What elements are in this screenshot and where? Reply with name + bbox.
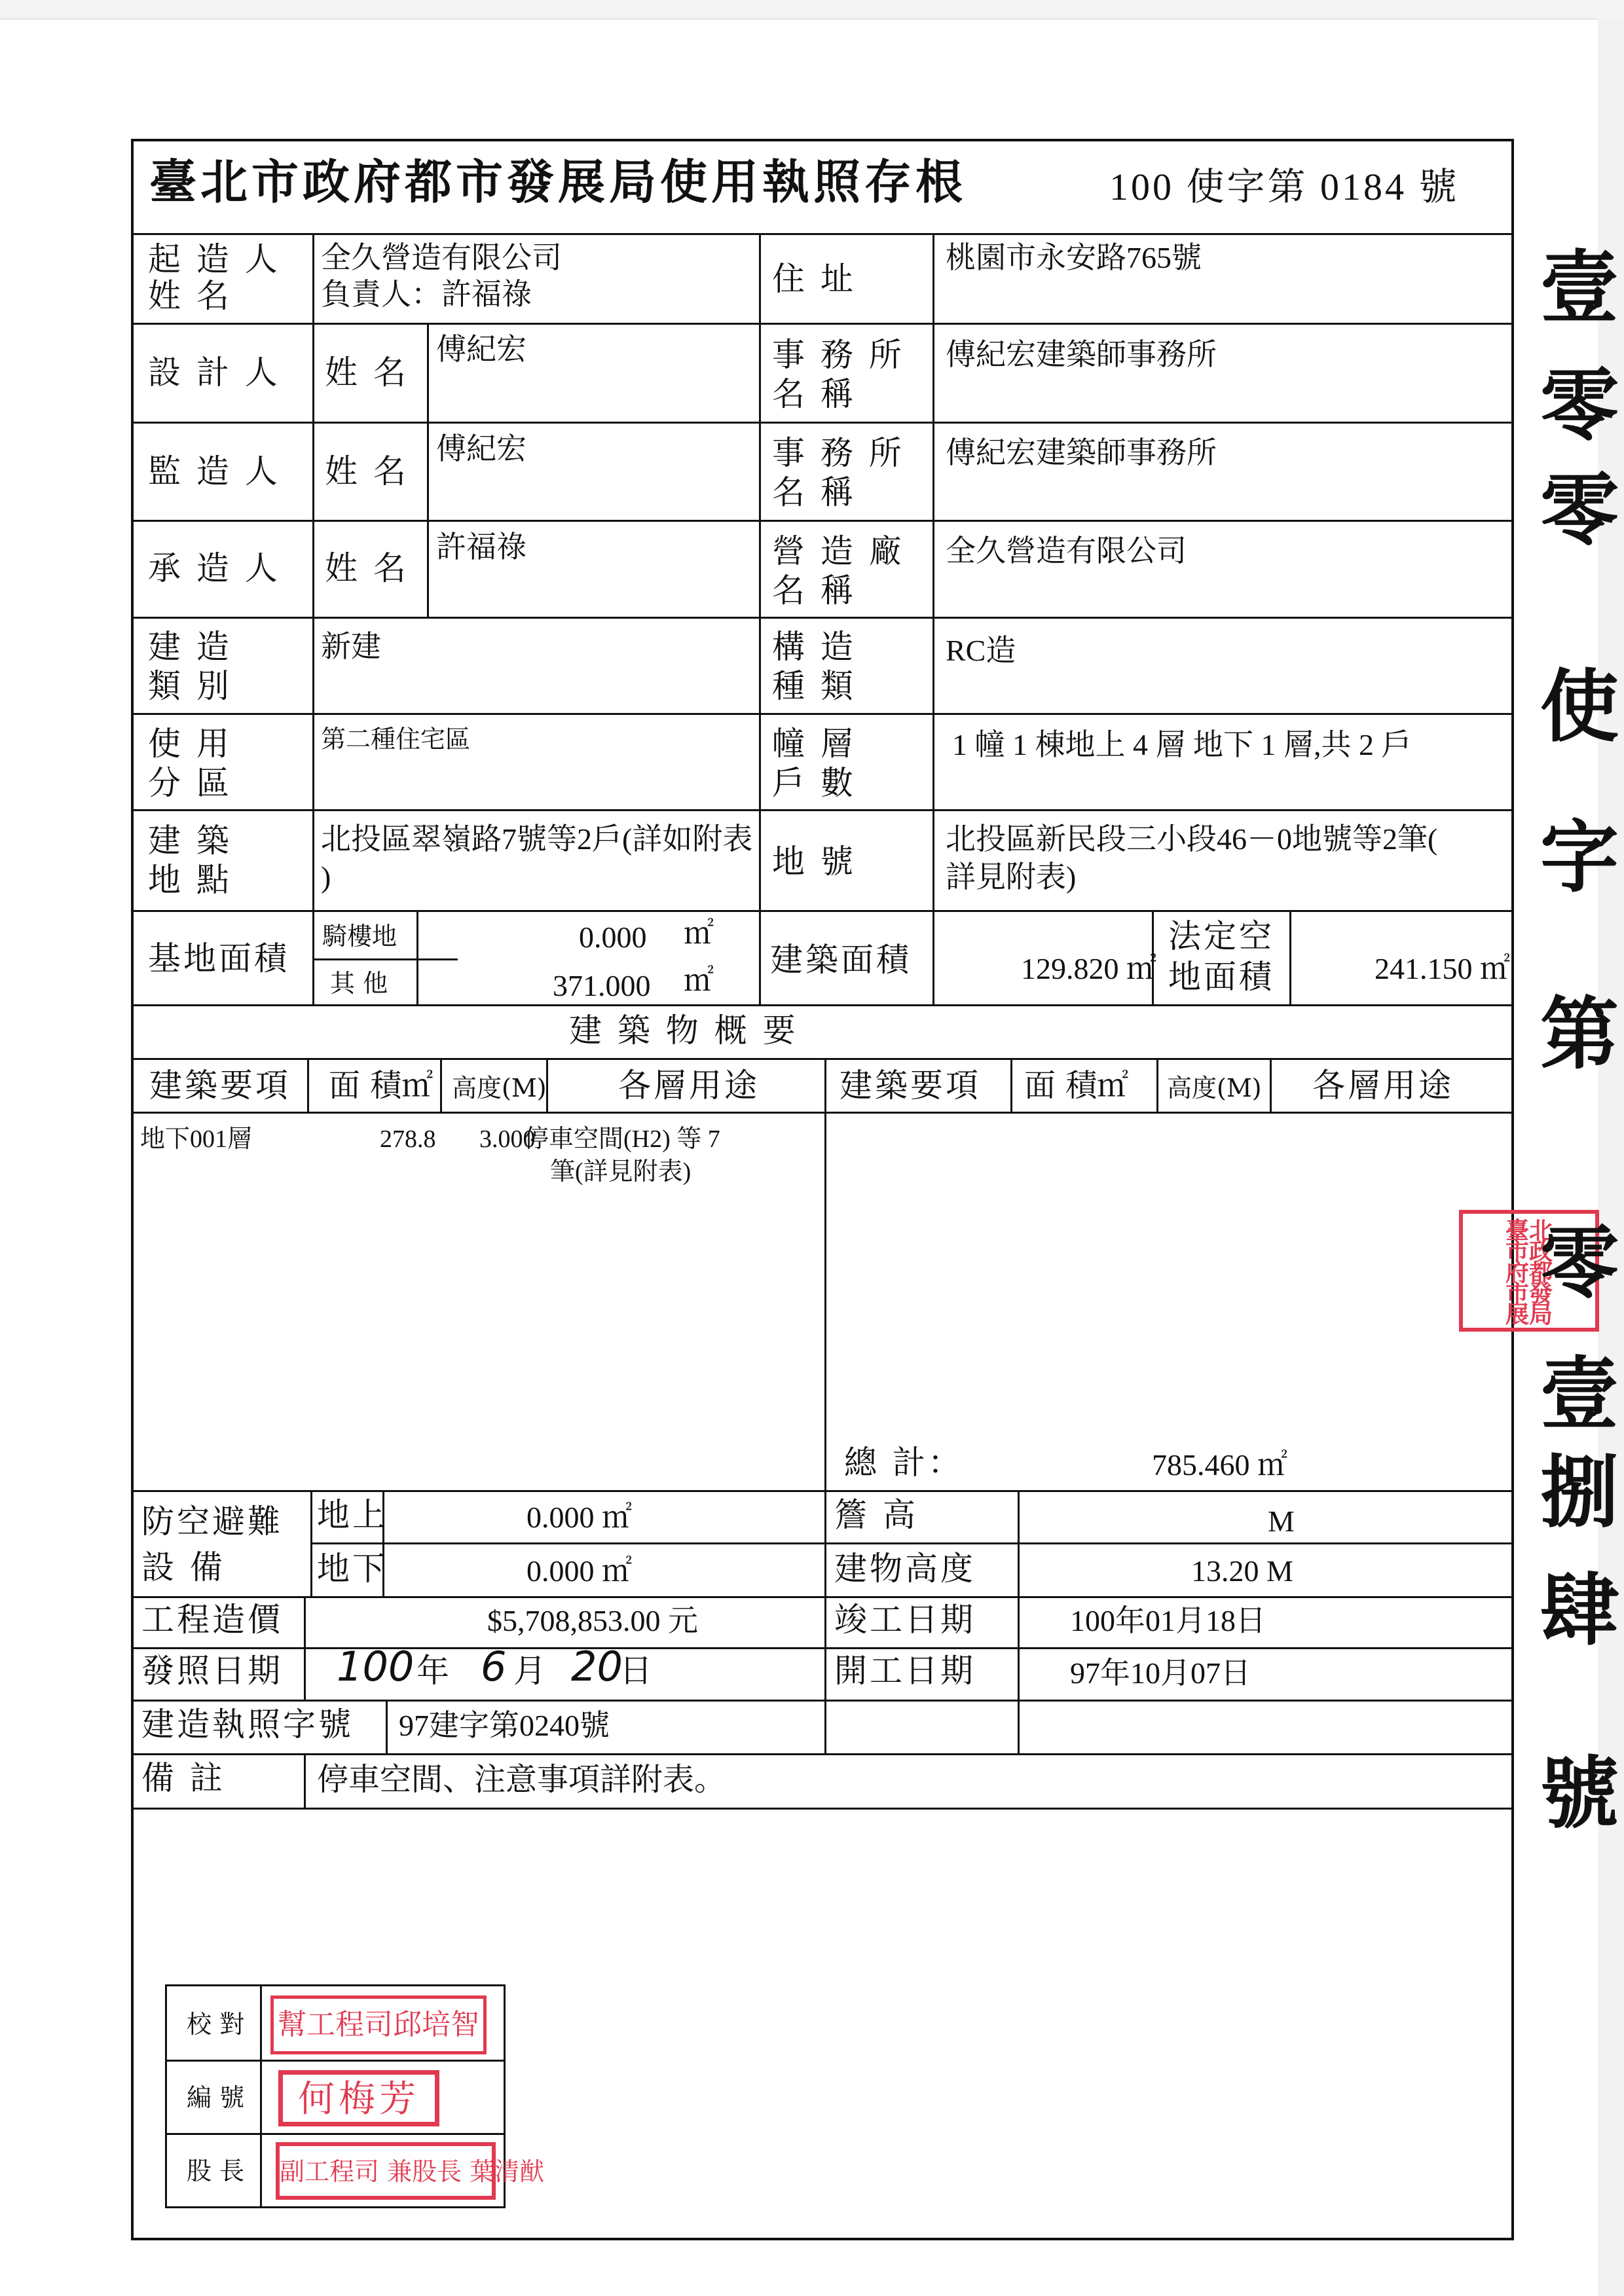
number-stamp: 何梅芳	[278, 2070, 439, 2126]
site-area-label: 基地面積	[148, 939, 289, 977]
builder-name-label: 姓 名	[148, 277, 232, 315]
col-use-2: 各層用途	[1312, 1066, 1454, 1104]
floor-use: 停車空間(H2) 等 7	[524, 1125, 720, 1153]
supervisor-office-label-2: 名 稱	[772, 473, 856, 511]
legal-open-area: 241.150 ㎡	[1375, 952, 1510, 985]
supervisor-name: 傅紀宏	[436, 432, 526, 465]
build-type: 新建	[321, 630, 381, 663]
cost-value: $5,708,853.00 元	[487, 1604, 698, 1637]
contractor-name: 許福祿	[436, 530, 526, 564]
designer-name-label: 姓 名	[325, 354, 409, 392]
zone-value: 第二種住宅區	[321, 726, 471, 754]
building-height-label: 建物高度	[834, 1550, 976, 1588]
build-type-label: 建 造	[148, 628, 232, 666]
shelter-above: 0.000 ㎡	[526, 1501, 632, 1534]
builder-person: 負責人：許福祿	[321, 278, 532, 311]
legal-open-area-label: 法定空	[1168, 917, 1274, 955]
issue-day-unit: 日	[619, 1652, 655, 1690]
designer-office-label-2: 名 稱	[772, 375, 856, 413]
col-area: 面 積㎡	[329, 1067, 434, 1104]
shelter-label-2: 設 備	[141, 1548, 225, 1586]
zone-label-2: 分 區	[148, 764, 232, 802]
floor-name: 地下001層	[140, 1125, 253, 1153]
col-height: 高度(M)	[452, 1074, 547, 1102]
designer-label: 設 計 人	[148, 354, 280, 392]
designer-name: 傅紀宏	[436, 333, 526, 366]
unit-count-label-2: 戶 數	[772, 764, 856, 802]
structure-type: RC造	[946, 634, 1016, 667]
issue-date-label: 發照日期	[141, 1652, 283, 1690]
signoff-box	[165, 1984, 545, 2208]
col-use: 各層用途	[618, 1066, 760, 1104]
completion-date: 100年01月18日	[1070, 1604, 1266, 1637]
issue-year: 100	[337, 1643, 415, 1690]
designer-office: 傅紀宏建築師事務所	[946, 338, 1217, 371]
completion-label: 竣工日期	[834, 1601, 976, 1639]
remark-value: 停車空間、注意事項詳附表。	[317, 1761, 726, 1798]
start-date: 97年10月07日	[1070, 1656, 1251, 1690]
other-area: 371.000	[553, 969, 651, 1002]
contractor-office-label: 營 造 廠	[772, 532, 904, 570]
contractor-office: 全久營造有限公司	[946, 534, 1187, 568]
structure-label-2: 種 類	[772, 667, 856, 705]
zone-label: 使 用	[148, 725, 232, 763]
signoff-label-number: 編 號	[187, 2083, 245, 2112]
building-height: 13.20 M	[1191, 1554, 1293, 1588]
chief-stamp: 副工程司 兼股長 葉清猷	[276, 2142, 496, 2200]
col-area-2: 面 積㎡	[1024, 1067, 1129, 1104]
location-value: 北投區翠嶺路7號等2戶(詳如附表	[321, 822, 753, 856]
contractor-name-label: 姓 名	[325, 549, 409, 587]
signoff-label-check: 校 對	[187, 2010, 245, 2039]
unit-count-label: 幢 層	[772, 725, 856, 763]
col-item-2: 建築要項	[840, 1066, 981, 1104]
supervisor-office: 傅紀宏建築師事務所	[946, 436, 1217, 469]
address-label: 住 址	[772, 260, 856, 298]
unit-count: 1 幢 1 棟地上 4 層 地下 1 層,共 2 戶	[952, 728, 1412, 761]
contractor-office-label-2: 名 稱	[772, 572, 856, 610]
total-label: 總 計：	[844, 1444, 963, 1482]
shelter-label: 防空避難	[141, 1503, 283, 1540]
issue-year-unit: 年	[416, 1652, 452, 1690]
builder-name: 全久營造有限公司	[321, 241, 562, 274]
shelter-above-label: 地上	[317, 1496, 388, 1534]
building-area-label: 建築面積	[770, 941, 912, 979]
issue-day: 20	[571, 1643, 623, 1690]
form-title: 臺北市政府都市發展局使用執照存根	[149, 154, 967, 210]
permit-page: 臺北市政府都市發展局使用執照存根 100 使字第 0184 號 起 造 人 姓 名 全久營造有限公司 負責人：許福祿 住 址 桃園市永安路765號 設 計 人 姓 名 傅紀宏 事 務 所 名 稱 傅紀宏建築師事務所 監 造 人 姓 名 傅紀宏 事 務 所 名 稱 傅紀宏建築師事務所 承 造 人 姓 名 許福祿 營 造 廠 名 稱 全久營造有限公司 建 造 類 別 新建 構 造 種 類 RC造 使 用 分 區 第二種住宅區 幢 層 戶 數 1 幢 1 棟地上 4 層 地下 1 層,共 2 戶 建 築 地 點 北投區翠嶺路7號等2戶(詳如附表 ) 地 號 北投區新民段三小段46－0地號等2筆( 詳見附表) 基地面積 騎樓地 0.000 ㎡ 其 他 371.000 ㎡ 建築面積 129.820 ㎡ 法定空 地面積 241.150 ㎡ 建 築 物 概 要 建築要項 面 積㎡ 高度(M) 各層用途 建築要項 面 積㎡ 高度(M) 各層用途 地下001層 278.8 3.000 停車空間(H2) 等 7 筆(詳見附表) 總 計： 785.460 ㎡ 防空避難 設 備 地上 0.000 ㎡ 地下 0.000 ㎡ 簷 高 M 建物高度 13.20 M 工程造價 $5,708,853.00 元 竣工日期 100年01月18日 發照日期 100 年 6 月 20 日 開工日期 97年10月07日 建造執照字號 97建字第0240號 備 註 停車空間、注意事項詳附表。 校 對 編 號 股 長 幫工程司邱培智 何梅芳 副工程司 兼股長 葉清猷 臺北 市政 府都 市發 展局 壹 零 零 使 字 第 零 壹 捌 肆 號	[0, 0, 1624, 2296]
other-area-unit: ㎡	[684, 964, 714, 997]
building-area: 129.820 ㎡	[1021, 952, 1156, 985]
supervisor-label: 監 造 人	[148, 452, 280, 490]
col-item: 建築要項	[149, 1066, 291, 1104]
structure-label: 構 造	[772, 628, 856, 666]
supervisor-office-label: 事 務 所	[772, 434, 904, 472]
cost-label: 工程造價	[141, 1601, 283, 1639]
checker-stamp: 幫工程司邱培智	[270, 1995, 487, 2054]
builder-label: 起 造 人	[148, 240, 280, 278]
signoff-label-chief: 股 長	[187, 2157, 245, 2185]
location-label-2: 地 點	[148, 861, 232, 899]
arcade-label: 騎樓地	[322, 922, 397, 951]
start-date-label: 開工日期	[834, 1652, 976, 1690]
license-label: 建造執照字號	[141, 1705, 354, 1743]
contractor-label: 承 造 人	[148, 549, 280, 587]
arcade-unit: ㎡	[684, 917, 714, 950]
shelter-below: 0.000 ㎡	[526, 1554, 632, 1588]
permit-form	[131, 139, 1514, 2240]
floor-height: 3.000	[479, 1125, 536, 1153]
col-height-2: 高度(M)	[1167, 1074, 1262, 1102]
location-value-2: )	[321, 860, 331, 894]
arcade-area: 0.000	[579, 920, 647, 954]
builder-address: 桃園市永安路765號	[946, 241, 1202, 274]
build-type-label-2: 類 別	[148, 667, 232, 705]
lot-number: 北投區新民段三小段46－0地號等2筆(	[946, 822, 1438, 856]
lot-number-2: 詳見附表)	[946, 860, 1077, 894]
floor-use-2: 筆(詳見附表)	[550, 1158, 692, 1186]
legal-open-area-label-2: 地面積	[1168, 958, 1274, 996]
summary-heading: 建 築 物 概 要	[569, 1011, 798, 1049]
eave-label: 簷 高	[834, 1496, 918, 1534]
issue-month-unit: 月	[513, 1652, 549, 1690]
supervisor-name-label: 姓 名	[325, 452, 409, 490]
issue-month: 6	[481, 1643, 507, 1690]
shelter-below-label: 地下	[317, 1550, 388, 1588]
designer-office-label: 事 務 所	[772, 336, 904, 374]
official-seal: 臺北 市政 府都 市發 展局	[1459, 1210, 1599, 1332]
eave-height: M	[1268, 1504, 1295, 1538]
location-label: 建 築	[148, 822, 232, 860]
permit-number: 100 使字第 0184 號	[1109, 166, 1460, 208]
scan-edge	[0, 0, 1624, 20]
total-area: 785.460 ㎡	[1152, 1448, 1287, 1482]
floor-area: 278.8	[380, 1125, 436, 1153]
license-number: 97建字第0240號	[399, 1709, 610, 1742]
lot-label: 地 號	[772, 843, 856, 881]
remark-label: 備 註	[141, 1759, 225, 1797]
other-area-label: 其 他	[330, 969, 388, 998]
